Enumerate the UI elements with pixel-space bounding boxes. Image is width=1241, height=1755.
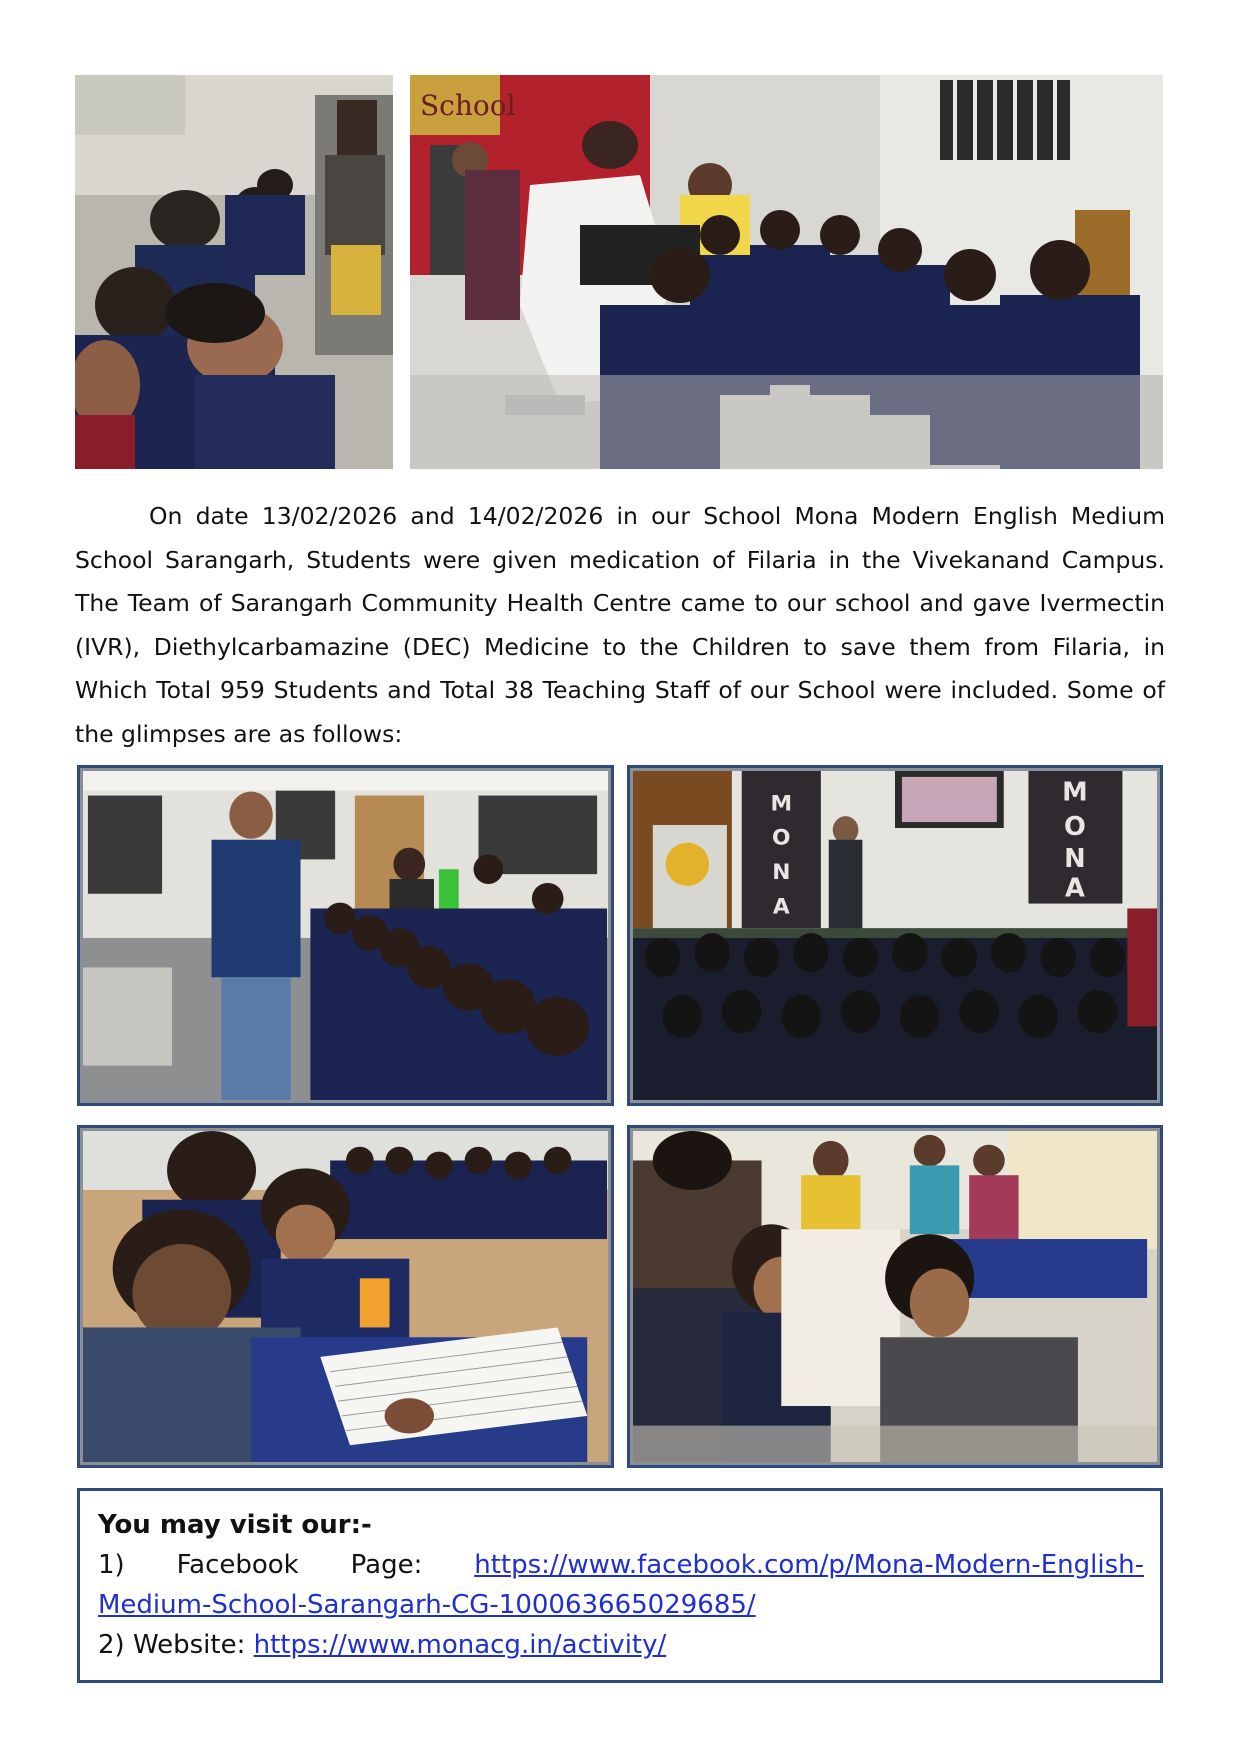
visit-heading: You may visit our:- (98, 1510, 372, 1540)
register-signing-image (83, 1131, 608, 1462)
banner-left-text-3: N (772, 860, 791, 886)
health-worker-image (633, 1131, 1157, 1462)
banner-right-text-1: M (1062, 777, 1088, 808)
facebook-link-line2[interactable]: Medium-School-Sarangarh-CG-100063665029685/ (98, 1590, 756, 1620)
photo-register-signing (77, 1125, 614, 1468)
facebook-line (98, 1545, 1144, 1585)
facebook-line-2 (98, 1585, 1144, 1625)
photo-students-queue (75, 75, 393, 469)
photo-assembly-hall (627, 765, 1163, 1106)
banner-left-text-4: A (772, 894, 790, 920)
banner-left-text: M (770, 791, 793, 817)
teacher-with-students-image (83, 771, 608, 1100)
main-paragraph: On date 13/02/2026 and 14/02/2026 in our School Mona Modern English Medium School Sarangarh, Students were given medication of Filaria in the Vivekanand Campus. The Team of Sarangarh Community Health Centre came to our school and gave Ivermectin (IVR), Diethylcarbamazine (DEC) Medicine to the Children to save them from Filaria, in Which Total 959 Students and Total 38 Teaching Staff of our School were included. Some of the glimpses are as follows: (75, 502, 1165, 748)
photo-doctor-giving-medicine (410, 75, 1163, 469)
photo-teacher-with-students (77, 765, 614, 1106)
facebook-link-line1[interactable]: https://www.facebook.com/p/Mona-Modern-English- (474, 1550, 1144, 1580)
visit-info-box (77, 1488, 1163, 1683)
banner-right-text-2: O (1064, 811, 1086, 842)
banner-right-text-3: N (1064, 844, 1086, 875)
banner-right-text-4: A (1064, 873, 1085, 904)
banner-left-text-2: O (772, 825, 791, 851)
website-label: 2) Website: (98, 1630, 246, 1660)
photo-health-worker (627, 1125, 1163, 1468)
website-line (98, 1625, 1144, 1665)
assembly-hall-image (633, 771, 1157, 1100)
website-link[interactable]: https://www.monacg.in/activity/ (253, 1630, 667, 1660)
facebook-label: 1) Facebook Page: (98, 1550, 423, 1580)
students-queue-image (75, 75, 393, 469)
doctor-giving-medicine-image (410, 75, 1163, 469)
stage-sign-text: School (420, 89, 516, 122)
